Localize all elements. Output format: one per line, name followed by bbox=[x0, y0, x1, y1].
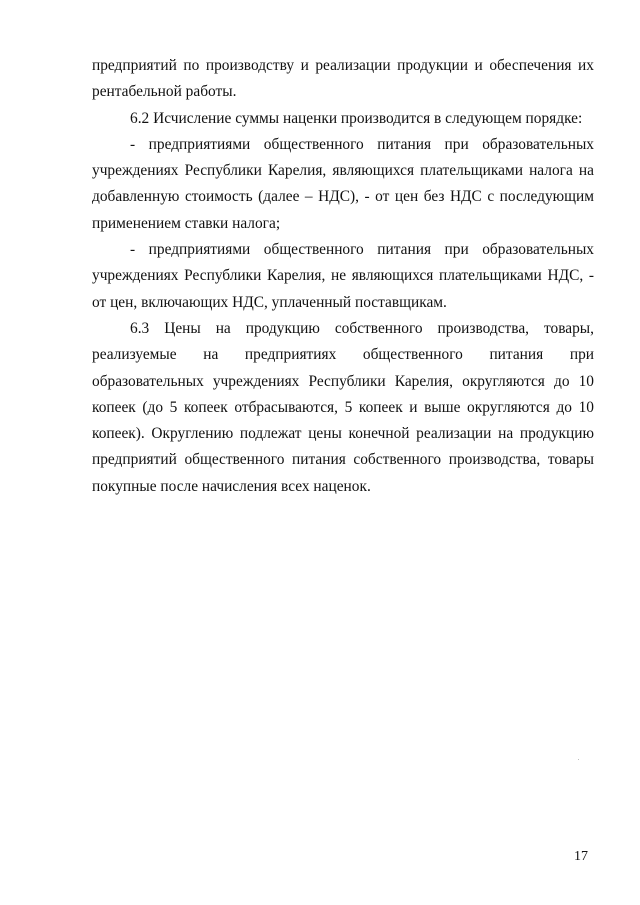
document-body bbox=[92, 53, 594, 500]
list-item-non-vat-payers: - предприятиями общественного питания при образовательных учреждениях Республики Карелия, не являющихся плательщиками НДС, - от цен, включающих НДС, уплаченный поставщикам. bbox=[92, 241, 594, 311]
list-item-vat-payers: - предприятиями общественного питания при образовательных учреждениях Республики Карелия, являющихся плательщиками налога на добавленную стоимость (далее – НДС), - от цен без НДС с последующим применением ставки налога; bbox=[92, 135, 594, 232]
scan-speck bbox=[578, 759, 579, 760]
paragraph-continuation: предприятий по производству и реализации продукции и обеспечения их рентабельной работы. bbox=[92, 57, 594, 101]
paragraph-6-2: 6.2 Исчисление суммы наценки производится в следующем порядке: bbox=[130, 109, 583, 127]
paragraph-6-3: 6.3 Цены на продукцию собственного производства, товары, реализуемые на предприятиях общественного питания при образовательных учреждениях Республики Карелия, округляются до 10 копеек (до 5 копеек отбрасываются, 5 копеек и выше округляются до 10 копеек). Округлению подлежат цены конечной реализации на продукцию предприятий общественного питания собственного производства, товары покупные после начисления всех наценок. bbox=[92, 319, 594, 495]
page-number: 17 bbox=[574, 849, 588, 864]
